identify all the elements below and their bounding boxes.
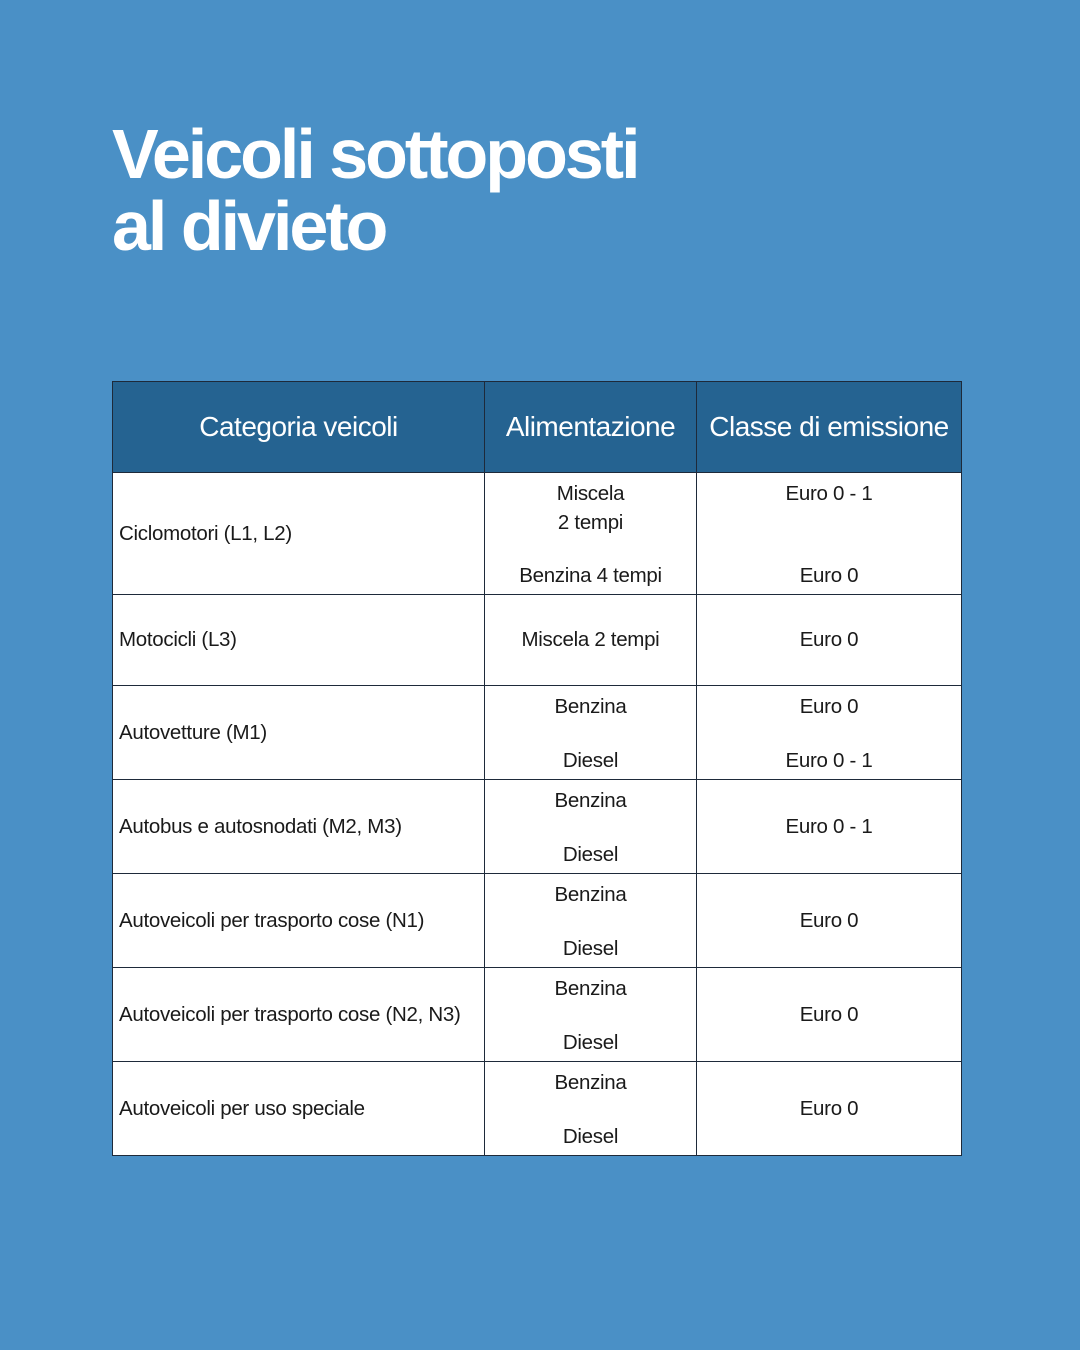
category-cell: Autovetture (M1) [113, 686, 485, 780]
fuel-value: Benzina [554, 1071, 627, 1094]
emission-value: Euro 0 - 1 [785, 482, 873, 505]
fuel-value: Diesel [562, 1125, 619, 1148]
table-row [113, 780, 962, 874]
emission-cell: Euro 0 [697, 874, 962, 968]
table-row [113, 473, 962, 595]
category-cell: Autobus e autosnodati (M2, M3) [113, 780, 485, 874]
emission-value: Euro 0 [799, 564, 859, 587]
category-cell: Autoveicoli per trasporto cose (N1) [113, 874, 485, 968]
header-classe-emissione: Classe di emissione [697, 382, 962, 473]
table-row [113, 686, 962, 780]
emission-cell [697, 473, 962, 595]
table-row [113, 1062, 962, 1156]
page-title-line-2: al divieto [112, 187, 386, 265]
header-alimentazione: Alimentazione [485, 382, 697, 473]
page-title-line-1: Veicoli sottoposti [112, 115, 638, 193]
emission-value: Euro 0 [799, 695, 859, 718]
fuel-value: Diesel [562, 937, 619, 960]
emission-cell [697, 686, 962, 780]
fuel-cell [485, 968, 697, 1062]
emission-cell: Euro 0 [697, 595, 962, 686]
fuel-cell [485, 1062, 697, 1156]
fuel-value: Diesel [562, 749, 619, 772]
fuel-value: Benzina 4 tempi [519, 564, 662, 587]
fuel-value: Benzina [554, 977, 627, 1000]
table-row [113, 874, 962, 968]
fuel-cell [485, 780, 697, 874]
fuel-value: 2 tempi [557, 511, 624, 534]
fuel-cell [485, 874, 697, 968]
fuel-value: Benzina [554, 789, 627, 812]
category-cell: Autoveicoli per uso speciale [113, 1062, 485, 1156]
fuel-value: Diesel [562, 1031, 619, 1054]
header-categoria: Categoria veicoli [113, 382, 485, 473]
fuel-cell: Miscela 2 tempi [485, 595, 697, 686]
table-row [113, 968, 962, 1062]
emission-cell: Euro 0 - 1 [697, 780, 962, 874]
fuel-cell [485, 686, 697, 780]
fuel-cell [485, 473, 697, 595]
fuel-value: Miscela [556, 482, 625, 505]
category-cell: Ciclomotori (L1, L2) [113, 473, 485, 595]
vehicle-ban-table [112, 381, 962, 1156]
emission-cell: Euro 0 [697, 968, 962, 1062]
fuel-value: Benzina [554, 883, 627, 906]
fuel-value: Benzina [554, 695, 627, 718]
category-cell: Motocicli (L3) [113, 595, 485, 686]
table-row [113, 595, 962, 686]
fuel-value: Diesel [562, 843, 619, 866]
emission-value: Euro 0 - 1 [785, 749, 873, 772]
page-title [112, 115, 638, 265]
table-header-row [113, 382, 962, 473]
category-cell: Autoveicoli per trasporto cose (N2, N3) [113, 968, 485, 1062]
emission-cell: Euro 0 [697, 1062, 962, 1156]
